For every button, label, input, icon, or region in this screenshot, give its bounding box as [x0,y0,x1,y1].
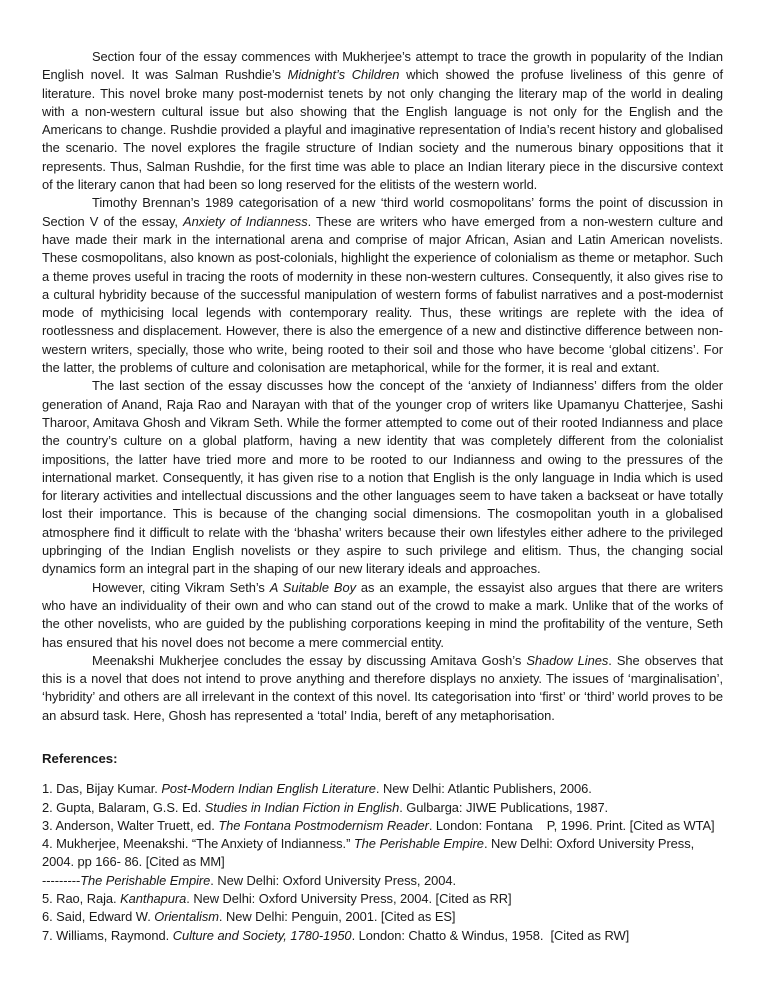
reference-entry-2: 2. Gupta, Balaram, G.S. Ed. Studies in Indian Fiction in English. Gulbarga: JIWE Publications, 1987. [42,799,609,815]
reference-entry-5: 5. Rao, Raja. Kanthapura. New Delhi: Oxford University Press, 2004. [Cited as RR] [42,891,512,907]
reference-entry-7: 7. Williams, Raymond. Culture and Society, 1780-1950. London: Chatto & Windus, 1958. [Cited as RW] [42,927,630,943]
reference-entry-3: 3. Anderson, Walter Truett, ed. The Fontana Postmodernism Reader. London: Fontana P, 1996. Print. [Cited as WTA] [42,817,715,833]
essay-paragraph-1: Section four of the essay commences with Mukherjee’s attempt to trace the growth in popularity of the Indian English novel. It was Salman Rushdie’s Midnight’s Children which showed the profuse liveliness of this genre of literature. This novel broke many post-modernist tenets by not only changing the literary map of the world in dealing with a non-western cultural issue but also showing that the English language is not only for the English and the Americans to change. Rushdie provided a playful and imaginative representation of India’s recent history and globalised the scenario. The novel explores the fragile structure of Indian society and the numerous binary oppositions that it represents. Thus, Salman Rushdie, for the first time was able to place an Indian literary piece in the discursive context of the literary canon that had been so long reserved for the elitists of the western world. [42,49,723,193]
references-heading: References: [42,750,118,766]
essay-paragraph-4: However, citing Vikram Seth’s A Suitable Boy as an example, the essayist also argues that there are writers who have an individuality of their own and who can stand out of the crowd to make a mark. Unlike that of the works of the other novelists, who are guided by the publishing corporations keeping in mind the profitability of the venture, Seth has ensured that his novel does not become a mere commercial entity. [42,579,723,650]
essay-paragraph-2: Timothy Brennan’s 1989 categorisation of a new ‘third world cosmopolitans’ forms the point of discussion in Section V of the essay, Anxiety of Indianness. These are writers who have emerged from a non-western culture and have made their mark in the international arena and comprise of major African, Asian and Latin American novelists. These cosmopolitans, also known as post-colonials, highlight the experience of colonialism as theme or metaphor. Such a theme proves useful in tracing the roots of modernity in these non-western cultures. Consequently, it also gives rise to a cultural hybridity because of the successful manipulation of western forms of fabulist narratives and a post-modernist mode of mythicising local legends with contemporary reality. Thus, these writings are replete with the idea of rootlessness and displacement. However, there is also the emergence of a new and distinctive difference between non-western writers, specially, those who write, being rooted to their soil and those who have become ‘global citizens’. For the latter, the problems of culture and colonisation are metaphorical, while for the former, it is real and extant. [42,195,723,376]
essay-body [42,48,723,725]
essay-paragraph-3: The last section of the essay discusses how the concept of the ‘anxiety of Indianness’ differs from the older generation of Anand, Raja Rao and Narayan with that of the younger crop of writers like Upamanyu Chatterjee, Sashi Tharoor, Amitava Ghosh and Vikram Seth. While the former attempted to come out of their rooted Indianness and place the country’s culture on a global platform, having a new identity that was completely different from the colonialist impositions, the latter have tried more and more to be rooted to our Indianness and owing to the pressures of the international market. Consequently, it has given rise to a notion that English is the only language in India which is used for literary activities and intellectual discussions and the other languages seem to have taken a backseat or have totally lost their importance. This is because of the changing social dimensions. The cosmopolitan youth in a globalised atmosphere find it difficult to relate with the ‘bhasha’ writers because their own lifestyles either adhere to the privileged upbringing of the Indian English novelists or they aspire to such privilege and elitism. Thus, the changing social dynamics form an integral part in the shaping of our new literary ideals and approaches. [42,378,723,577]
reference-entry-1: 1. Das, Bijay Kumar. Post-Modern Indian English Literature. New Delhi: Atlantic Publishers, 2006. [42,781,592,797]
references-list [42,780,723,945]
essay-paragraph-5: Meenakshi Mukherjee concludes the essay by discussing Amitava Gosh’s Shadow Lines. She observes that this is a novel that does not intend to prove anything and therefore displays no anxiety. The issues of ‘marginalisation’, ‘hybridity’ and others are all irrelevant in the context of this novel. Its categorisation into ‘first’ or ‘third’ world proves to be an absurd task. Here, Ghosh has represented a ‘total’ India, bereft of any metaphorisation. [42,652,723,723]
reference-entry-6: 6. Said, Edward W. Orientalism. New Delhi: Penguin, 2001. [Cited as ES] [42,909,456,925]
reference-entry-4: 4. Mukherjee, Meenakshi. “The Anxiety of Indianness.” The Perishable Empire. New Delhi: Oxford University Press, 2004. pp 166- 86. [Cited as MM] [42,836,698,870]
reference-entry-4b: ---------The Perishable Empire. New Delhi: Oxford University Press, 2004. [42,872,456,888]
